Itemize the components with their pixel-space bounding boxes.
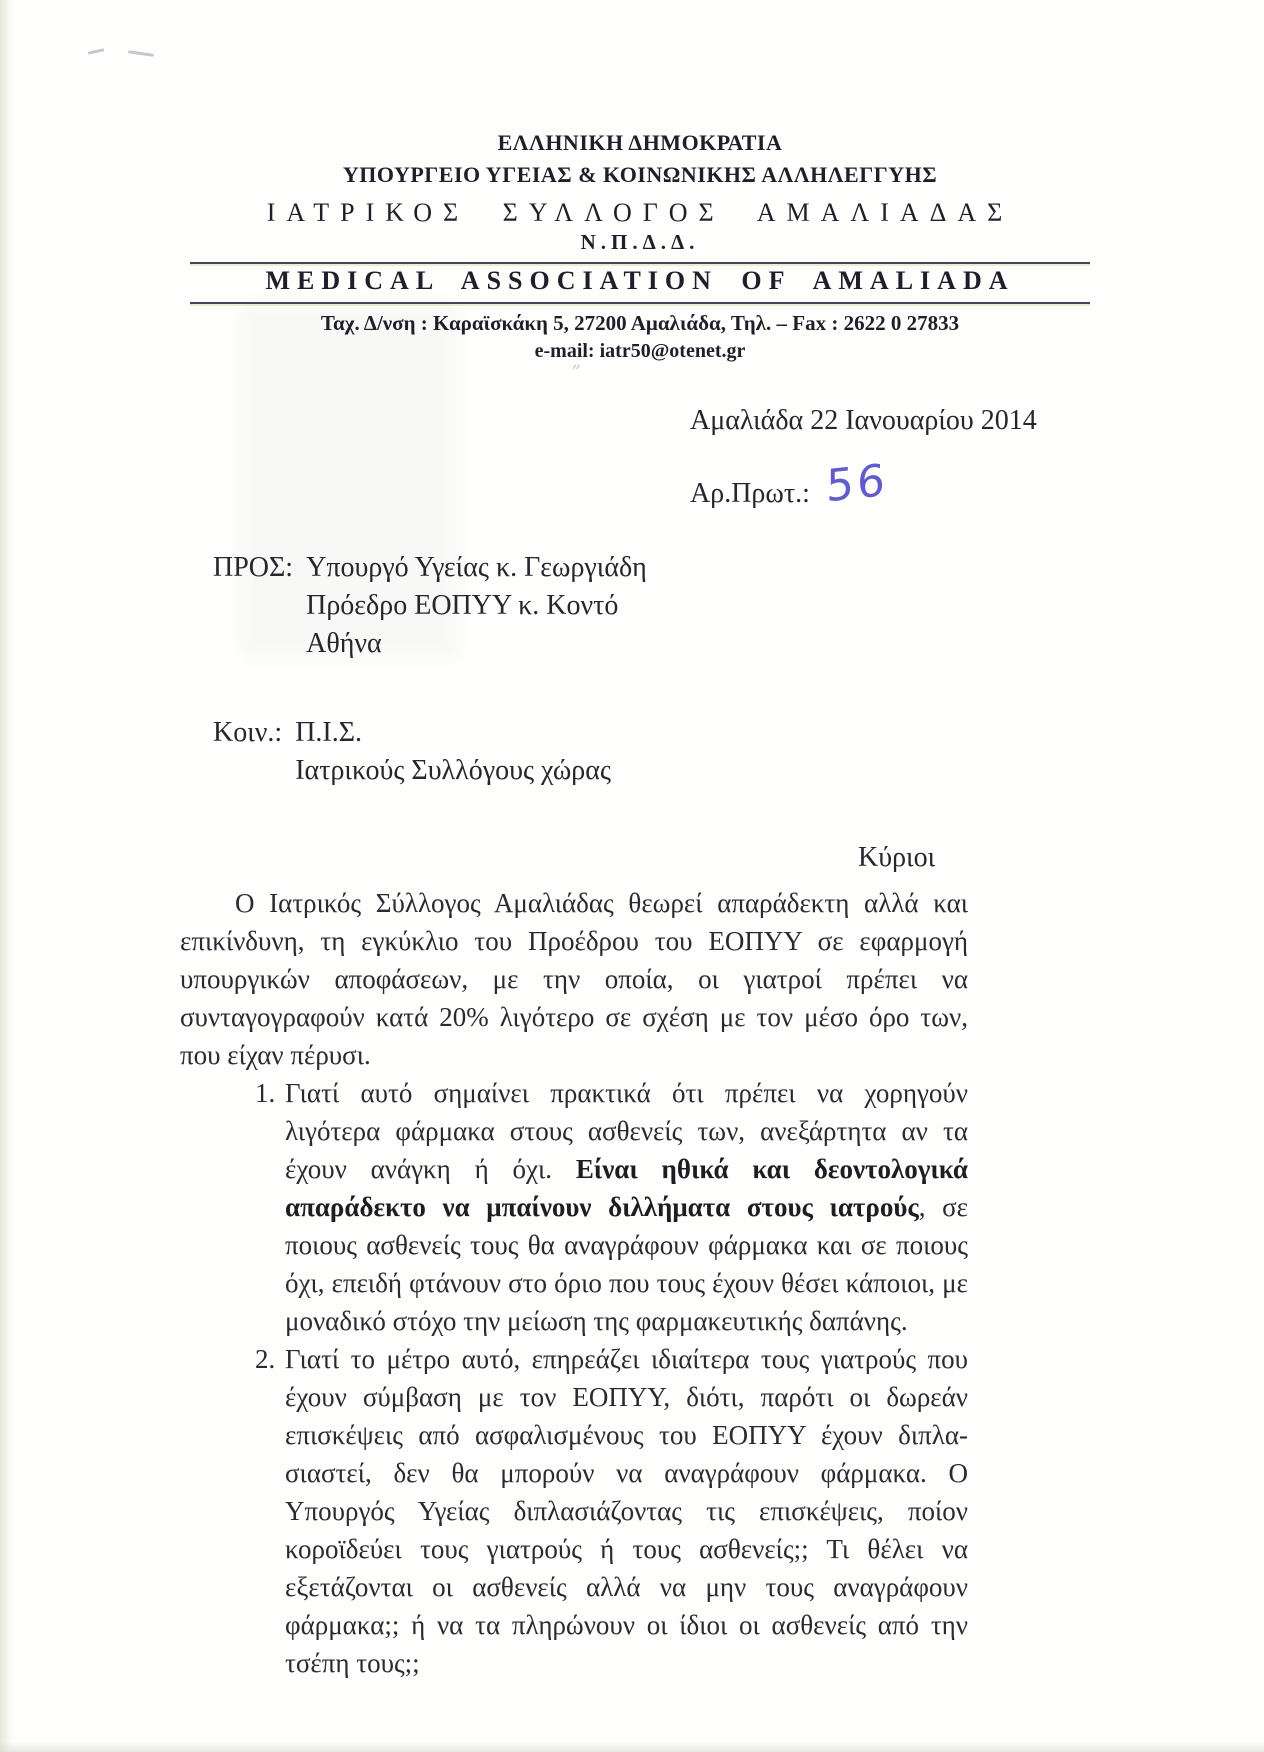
scan-edge-shadow: [0, 0, 16, 1752]
postal-address-line: Ταχ. Δ/νση : Καραϊσκάκη 5, 27200 Αμαλιάδα, Τηλ. – Fax : 2622 0 27833: [320, 311, 960, 335]
recipient-line: Πρόεδρο ΕΟΠΥΥ κ. Κοντό: [306, 590, 619, 621]
divider-rule-bottom: [190, 302, 1090, 304]
list-item-text: Γιατί αυτό σημαίνει πρακτικά ότι πρέπει να χορηγούν λιγότερα φάρμακα στους ασθενείς των, ανεξάρτητα αν τα έχουν ανάγκη ή όχι.: [285, 1078, 968, 1184]
protocol-line: [690, 454, 888, 513]
scan-bottom-edge: [0, 1742, 1264, 1752]
to-lines: [306, 549, 647, 663]
org-legal-form: Ν.Π.Δ.Δ.: [580, 230, 700, 254]
republic-title: ΕΛΛΗΝΙΚΗ ΔΗΜΟΚΡΑΤΙΑ: [497, 130, 783, 155]
numbered-list: [180, 1074, 968, 1682]
org-name-english: MEDICAL ASSOCIATION OF AMALIADA: [265, 266, 1015, 295]
scan-artifact-mark: [88, 42, 178, 64]
recipient-line: Ιατρικούς Συλλόγους χώρας: [295, 755, 612, 786]
intro-paragraph: Ο Ιατρικός Σύλλογος Αμαλιάδας θεωρεί απαράδεκτη αλλά και επικίνδυνη, τη εγκύκλιο του Προέδρου του ΕΟΠΥΥ σε εφαρμογή υπουργικών αποφάσεων, με την οποία, οι γιατροί πρέπει να συνταγογραφούν κατά 20% λιγότερο σε σχέση με τον μέσο όρο των, που είχαν πέρυσι.: [180, 888, 968, 1070]
to-label: ΠΡΟΣ:: [213, 552, 294, 583]
cc-label: Κοιν.:: [213, 717, 283, 748]
list-item: [180, 1074, 968, 1340]
letter-body: [180, 884, 968, 1682]
recipient-cc-block: [213, 714, 611, 790]
list-item-number: 2.: [255, 1344, 276, 1374]
cc-lines: [295, 714, 611, 790]
protocol-label: Αρ.Πρωτ.:: [690, 478, 810, 509]
recipient-line: Υπουργό Υγείας κ. Γεωργιάδη: [306, 552, 647, 583]
list-item-text-bold: Είναι ηθικά και δεοντολογικά απαράδεκτο να μπαίνουν διλλήματα στους ιατρούς: [285, 1154, 968, 1222]
recipient-line: Π.Ι.Σ.: [295, 717, 363, 748]
recipient-line: Αθήνα: [306, 628, 382, 659]
email-line: e-mail: iatr50@otenet.gr: [534, 340, 746, 362]
salutation: Κύριοι: [858, 842, 936, 873]
ministry-title: ΥΠΟΥΡΓΕΙΟ ΥΓΕΙΑΣ & ΚΟΙΝΩΝΙΚΗΣ ΑΛΛΗΛΕΓΓΥΗΣ: [342, 162, 938, 187]
letterhead: [190, 130, 1090, 364]
protocol-number-handwritten: 56: [826, 454, 888, 513]
org-name-greek: ΙΑΤΡΙΚΟΣ ΣΥΛΛΟΓΟΣ ΑΜΑΛΙΑΔΑΣ: [266, 198, 1014, 227]
date-line: Αμαλιάδα 22 Ιανουαρίου 2014: [690, 405, 1037, 436]
list-item: [180, 1340, 968, 1682]
list-item-text: , σε ποιους ασθενείς τους θα αναγράφουν φάρμακα και σε ποιους όχι, επειδή φτάνουν στο όριο που τους έχουν θέσει κάποιοι, με μοναδικό στόχο την μείωση της φαρμακευτικής δαπάνης.: [285, 1192, 968, 1336]
recipient-to-block: [213, 549, 647, 663]
divider-rule-top: [190, 262, 1090, 264]
list-item-text: Γιατί το μέτρο αυτό, επηρεάζει ιδιαίτερα τους γιατρούς που έχουν σύμβαση με τον ΕΟΠΥΥ, διότι, παρότι οι δωρεάν επισκέψεις από ασφαλισμένους του ΕΟΠΥΥ έχουν διπλα-σιαστεί, δεν θα μπορούν να αναγράφουν φάρμακα. Ο Υπουργός Υγείας διπλασιάζοντας τις επισκέψεις, ποίον κοροϊδεύει τους γιατρούς ή τους ασθενείς;; Τι θέλει να εξετάζονται οι ασθενείς αλλά να μην τους αναγράφουν φάρμακα;; ή να τα πληρώνουν οι ίδιοι οι ασθενείς από την τσέπη τους;;: [285, 1344, 968, 1678]
list-item-number: 1.: [255, 1078, 276, 1108]
scan-smudge: ˝: [570, 364, 585, 389]
